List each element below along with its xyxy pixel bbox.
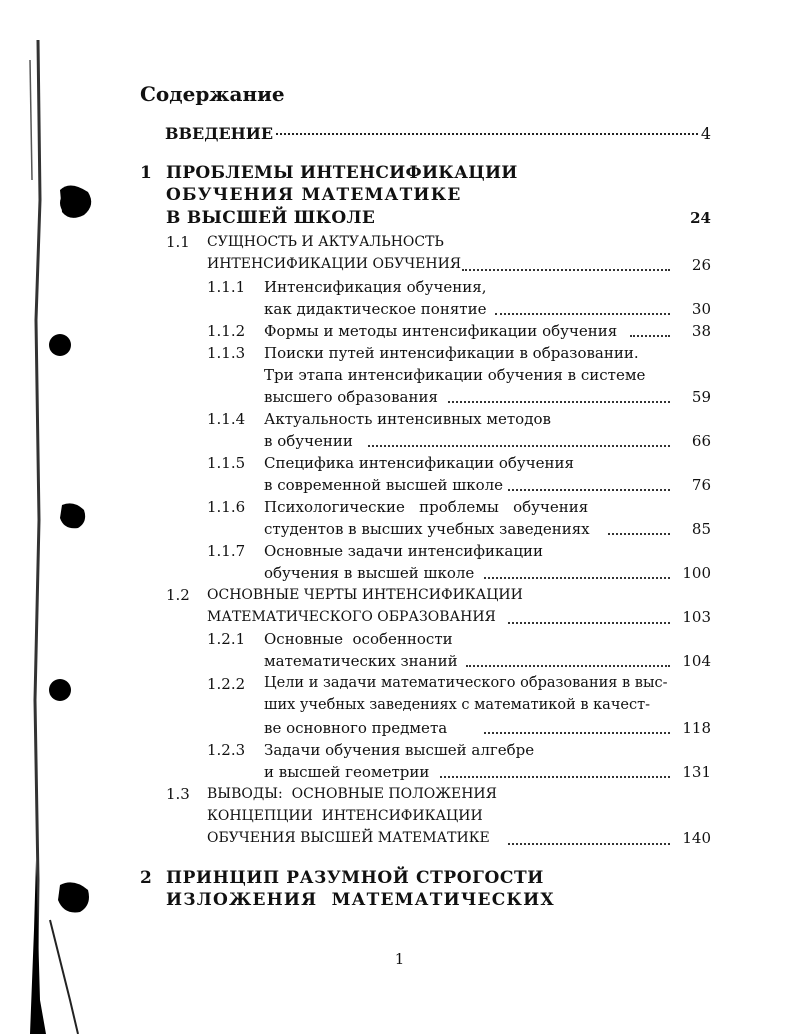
introduction-title: ВВЕДЕНИЕ [165, 124, 274, 143]
toc-entry-introduction[interactable] [165, 124, 711, 143]
subsection-title-line: Основные задачи интенсификации [264, 542, 544, 560]
subsection-title-line: Интенсификация обучения, [264, 278, 487, 296]
chapter-title-line: ПРИНЦИП РАЗУМНОЙ СТРОГОСТИ [166, 868, 544, 888]
section-title-line: ОСНОВНЫЕ ЧЕРТЫ ИНТЕНСИФИКАЦИИ [207, 587, 523, 603]
binding-holes-artifact [0, 0, 110, 1034]
subsection-number: 1.1.5 [207, 454, 246, 472]
subsection-number: 1.2.3 [207, 741, 246, 759]
subsection-page: 30 [691, 300, 711, 318]
subsection-title-line: Специфика интенсификации обучения [264, 454, 574, 472]
subsection-page: 38 [691, 322, 711, 340]
subsection-title-line: Формы и методы интенсификации обучения [264, 322, 618, 340]
subsection-page: 59 [691, 388, 711, 406]
subsection-number: 1.2.2 [207, 675, 246, 693]
toc-heading: Содержание [140, 82, 285, 106]
chapter-title-line: ПРОБЛЕМЫ ИНТЕНСИФИКАЦИИ [166, 163, 518, 183]
page-number: 1 [394, 950, 405, 968]
chapter-title-line: ОБУЧЕНИЯ МАТЕМАТИКЕ [166, 185, 462, 205]
section-title-line: ИНТЕНСИФИКАЦИИ ОБУЧЕНИЯ [207, 256, 462, 272]
leader-dots [508, 620, 670, 624]
chapter-title-line: ИЗЛОЖЕНИЯ МАТЕМАТИЧЕСКИХ [166, 890, 555, 910]
subsection-page: 66 [691, 432, 711, 450]
subsection-number: 1.1.1 [207, 278, 246, 296]
subsection-title-line: Три этапа интенсификации обучения в системе [264, 366, 646, 384]
subsection-page: 85 [691, 520, 711, 538]
subsection-number: 1.1.6 [207, 498, 246, 516]
subsection-title-line: ших учебных заведениях с математикой в качест- [264, 697, 651, 713]
subsection-page: 118 [682, 719, 711, 737]
section-page: 103 [682, 608, 711, 626]
introduction-leader-dots [276, 133, 698, 135]
chapter-page: 24 [690, 209, 711, 227]
section-number: 1.2 [166, 586, 190, 604]
subsection-title-line: математических знаний [264, 652, 458, 670]
leader-dots [484, 730, 670, 734]
section-title-line: КОНЦЕПЦИИ ИНТЕНСИФИКАЦИИ [207, 808, 483, 824]
subsection-title-line: высшего образования [264, 388, 438, 406]
subsection-title-line: Актуальность интенсивных методов [264, 410, 551, 428]
leader-dots [462, 267, 670, 271]
leader-dots [466, 663, 670, 667]
subsection-title-line: Поиски путей интенсификации в образовании. [264, 344, 639, 362]
subsection-number: 1.1.4 [207, 410, 246, 428]
subsection-page: 131 [682, 763, 711, 781]
leader-dots [440, 774, 670, 778]
section-title-line: ОБУЧЕНИЯ ВЫСШЕЙ МАТЕМАТИКЕ [207, 830, 490, 846]
subsection-title-line: Психологические проблемы обучения [264, 498, 589, 516]
leader-dots [368, 443, 670, 447]
subsection-title-line: студентов в высших учебных заведениях [264, 520, 590, 538]
subsection-number: 1.1.7 [207, 542, 246, 560]
subsection-title-line: Цели и задачи математического образования в выс- [264, 675, 668, 691]
subsection-number: 1.1.3 [207, 344, 246, 362]
leader-dots [608, 531, 670, 535]
leader-dots [484, 575, 670, 579]
chapter-number: 2 [140, 868, 152, 888]
leader-dots [630, 333, 670, 337]
section-page: 140 [682, 829, 711, 847]
subsection-number: 1.2.1 [207, 630, 246, 648]
section-number: 1.3 [166, 785, 190, 803]
subsection-title-line: Задачи обучения высшей алгебре [264, 741, 535, 759]
leader-dots [495, 311, 670, 315]
chapter-number: 1 [140, 163, 152, 183]
subsection-page: 104 [682, 652, 711, 670]
chapter-title-line: В ВЫСШЕЙ ШКОЛЕ [166, 208, 376, 228]
subsection-title-line: обучения в высшей школе [264, 564, 475, 582]
subsection-page: 100 [682, 564, 711, 582]
introduction-page: 4 [700, 124, 711, 143]
subsection-page: 76 [691, 476, 711, 494]
section-title-line: МАТЕМАТИЧЕСКОГО ОБРАЗОВАНИЯ [207, 609, 496, 625]
subsection-title-line: в обучении [264, 432, 353, 450]
leader-dots [508, 841, 670, 845]
subsection-title-line: Основные особенности [264, 630, 453, 648]
leader-dots [508, 487, 670, 491]
section-page: 26 [691, 256, 711, 274]
subsection-title-line: в современной высшей школе [264, 476, 504, 494]
section-title-line: СУЩНОСТЬ И АКТУАЛЬНОСТЬ [207, 234, 444, 250]
section-title-line: ВЫВОДЫ: ОСНОВНЫЕ ПОЛОЖЕНИЯ [207, 786, 497, 802]
subsection-title-line: и высшей геометрии [264, 763, 430, 781]
section-number: 1.1 [166, 233, 190, 251]
subsection-title-line: как дидактическое понятие [264, 300, 487, 318]
leader-dots [448, 399, 670, 403]
subsection-number: 1.1.2 [207, 322, 246, 340]
subsection-title-line: ве основного предмета [264, 719, 448, 737]
